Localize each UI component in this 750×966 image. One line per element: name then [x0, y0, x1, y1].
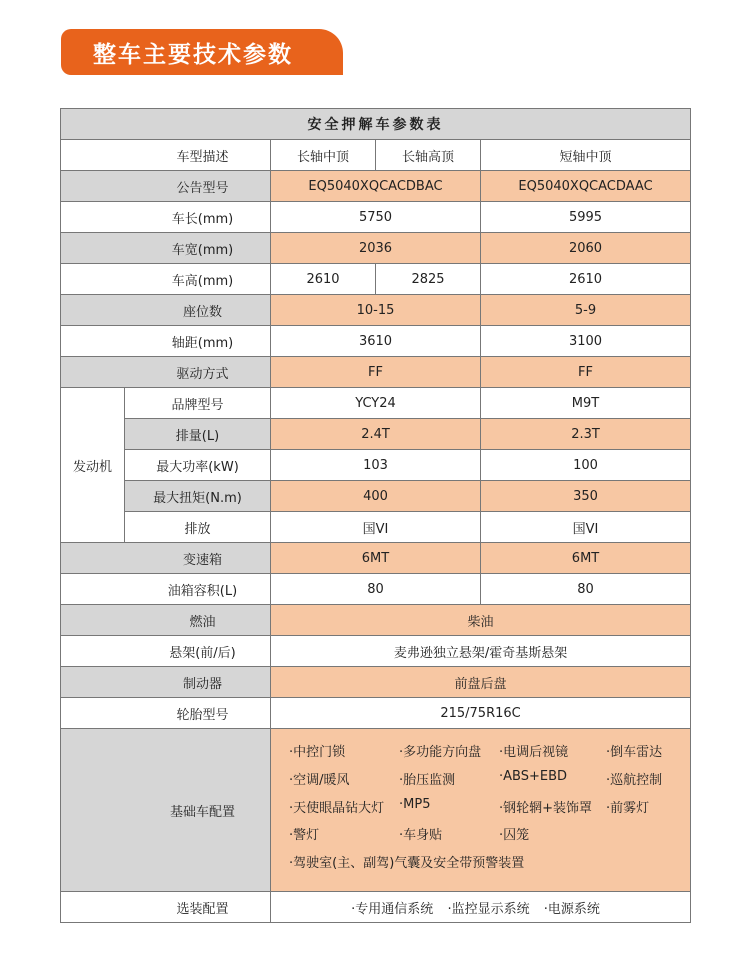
cell-short: 2610: [481, 264, 691, 295]
row-label: 变速箱: [61, 543, 271, 574]
row-label: 排量(L): [125, 419, 271, 450]
table-title-row: [61, 109, 691, 140]
row-label: 车宽(mm): [61, 233, 271, 264]
row-label: 最大扭矩(N.m): [125, 481, 271, 512]
cell-short: FF: [481, 357, 691, 388]
table-row-height: [61, 264, 691, 295]
header-long-mid: 长轴中顶: [271, 140, 376, 171]
spec-table: [60, 108, 691, 923]
cell-short: 80: [481, 574, 691, 605]
cell-long: 国VI: [271, 512, 481, 543]
feature-item: ·中控门锁: [289, 745, 346, 760]
feature-item: ·车身贴: [399, 828, 443, 844]
row-label: 悬架(前/后): [61, 636, 271, 667]
engine-group-label: 发动机: [61, 388, 125, 543]
row-label: 车长(mm): [61, 202, 271, 233]
cell-short: 100: [481, 450, 691, 481]
row-label: 品牌型号: [125, 388, 271, 419]
section-title: 整车主要技术参数: [93, 41, 293, 68]
basic-config-cell: [271, 729, 691, 892]
cell-short: 2060: [481, 233, 691, 264]
cell-long: 2036: [271, 233, 481, 264]
cell-long: 3610: [271, 326, 481, 357]
table-row-suspension: [61, 636, 691, 667]
section-title-banner: [61, 29, 343, 75]
row-label: 轮胎型号: [61, 698, 271, 729]
table-title: 安全押解车参数表: [61, 109, 691, 140]
table-row-engine-power: [61, 450, 691, 481]
row-label: 选装配置: [61, 892, 271, 923]
row-label: 最大功率(kW): [125, 450, 271, 481]
header-long-high: 长轴高顶: [376, 140, 481, 171]
feature-item: ·警灯: [289, 828, 320, 844]
cell-short: 6MT: [481, 543, 691, 574]
table-row-notice: [61, 171, 691, 202]
row-label: 燃油: [61, 605, 271, 636]
cell-long: 80: [271, 574, 481, 605]
cell-value: 215/75R16C: [271, 698, 691, 729]
table-row-engine-displacement: [61, 419, 691, 450]
cell-value: 麦弗逊独立悬架/霍奇基斯悬架: [271, 636, 691, 667]
feature-item: ·空调/暖风: [289, 772, 350, 788]
cell-short: 国VI: [481, 512, 691, 543]
cell-long: EQ5040XQCACDBAC: [271, 171, 481, 202]
table-row-seats: [61, 295, 691, 326]
table-row-engine-torque: [61, 481, 691, 512]
table-row-tank: [61, 574, 691, 605]
feature-item: ·ABS+EBD: [499, 768, 568, 784]
table-row-optional: [61, 892, 691, 923]
table-row-wheelbase: [61, 326, 691, 357]
optional-item: ·监控显示系统: [447, 901, 530, 917]
table-row-basic-config: [61, 729, 691, 892]
header-label: 车型描述: [61, 140, 271, 171]
feature-item: ·囚笼: [499, 828, 530, 844]
row-label: 制动器: [61, 667, 271, 698]
cell-value: 柴油: [271, 605, 691, 636]
feature-item: ·倒车雷达: [606, 745, 663, 760]
cell-short: EQ5040XQCACDAAC: [481, 171, 691, 202]
table-row-fuel: [61, 605, 691, 636]
feature-item: ·前雾灯: [606, 800, 650, 816]
cell-short: 2.3T: [481, 419, 691, 450]
feature-item: ·天使眼晶钻大灯: [289, 800, 385, 816]
table-row-header: [61, 140, 691, 171]
cell-long: YCY24: [271, 388, 481, 419]
cell-short: 5-9: [481, 295, 691, 326]
feature-item: ·电调后视镜: [499, 745, 569, 760]
cell-long: 400: [271, 481, 481, 512]
row-label: 驱动方式: [61, 357, 271, 388]
table-row-tires: [61, 698, 691, 729]
cell-long: FF: [271, 357, 481, 388]
row-label: 基础车配置: [61, 729, 271, 892]
row-label: 油箱容积(L): [61, 574, 271, 605]
row-label: 轴距(mm): [61, 326, 271, 357]
cell-long-high: 2825: [376, 264, 481, 295]
optional-item: ·电源系统: [543, 901, 600, 917]
cell-short: 350: [481, 481, 691, 512]
cell-long: 6MT: [271, 543, 481, 574]
cell-value: 前盘后盘: [271, 667, 691, 698]
cell-long: 10-15: [271, 295, 481, 326]
feature-item: ·钢轮辋+装饰罩: [499, 800, 593, 816]
feature-item: ·胎压监测: [399, 772, 456, 788]
cell-short: 3100: [481, 326, 691, 357]
feature-item: ·巡航控制: [606, 772, 663, 788]
cell-long: 5750: [271, 202, 481, 233]
table-row-engine-brand: [61, 388, 691, 419]
header-short-mid: 短轴中顶: [481, 140, 691, 171]
table-row-drive: [61, 357, 691, 388]
cell-long: 103: [271, 450, 481, 481]
feature-item: ·多功能方向盘: [399, 745, 482, 760]
row-label: 排放: [125, 512, 271, 543]
optional-item: ·专用通信系统: [351, 901, 434, 917]
row-label: 车高(mm): [61, 264, 271, 295]
cell-short: 5995: [481, 202, 691, 233]
cell-long: 2.4T: [271, 419, 481, 450]
feature-item: ·MP5: [399, 796, 431, 812]
feature-item-airbag: ·驾驶室(主、副驾)气囊及安全带预警装置: [289, 856, 525, 872]
feature-list: [271, 729, 690, 874]
table-row-brakes: [61, 667, 691, 698]
cell-short: M9T: [481, 388, 691, 419]
table-row-width: [61, 233, 691, 264]
table-row-engine-emission: [61, 512, 691, 543]
table-row-length: [61, 202, 691, 233]
optional-list: [271, 892, 691, 923]
cell-long-mid: 2610: [271, 264, 376, 295]
row-label: 座位数: [61, 295, 271, 326]
table-row-gearbox: [61, 543, 691, 574]
row-label: 公告型号: [61, 171, 271, 202]
